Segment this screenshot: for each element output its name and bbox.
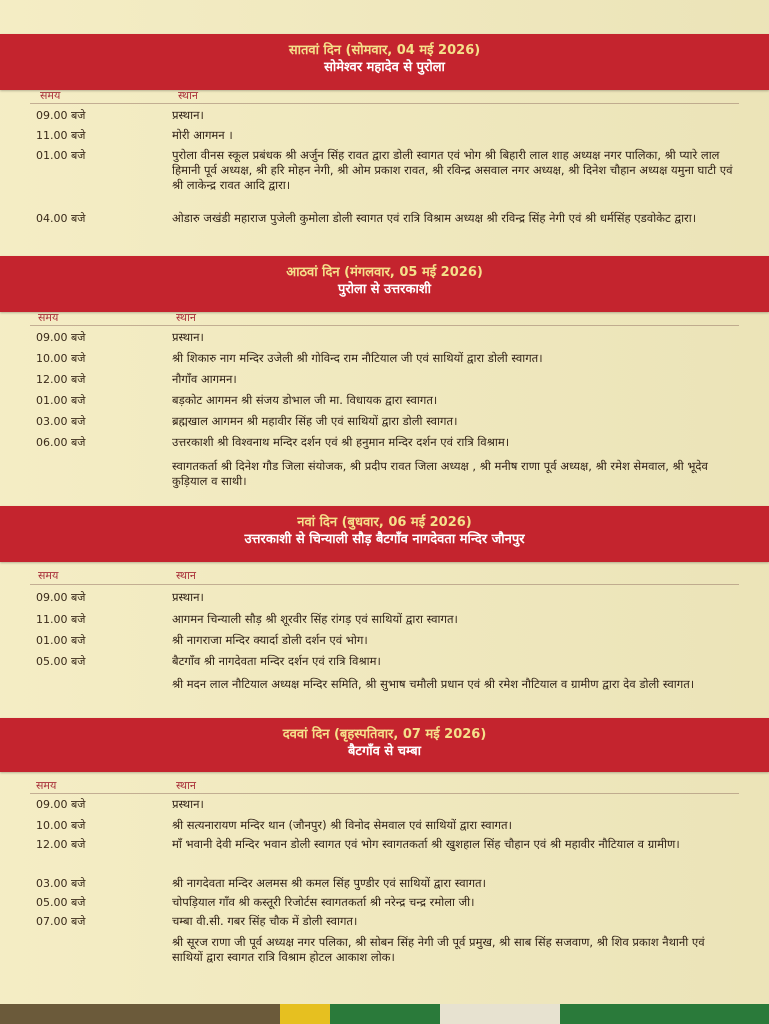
row-text: प्रस्थान। xyxy=(172,797,204,811)
row-text: ब्रह्मखाल आगमन श्री महावीर सिंह जी एवं साथियों द्वारा डोली स्वागत। xyxy=(172,414,458,428)
row-time: 12.00 बजे xyxy=(36,838,86,851)
row-text: पुरोला वीनस स्कूल प्रबंधक श्री अर्जुन सिंह रावत द्वारा डोली स्वागत एवं भोग श्री बिहारी लाल शाह अध्यक्ष नगर पालिका, श्री प्यारे लाल हिमानी पूर्व अध्यक्ष, श्री हरि मोहन नेगी, श्री ओम प्रकाश रावत, श्री रविन्द्र असवाल नगर अध्यक्ष, श्री दिनेश चौहान अध्यक्ष यमुना घाटी एवं श्री लाकेन्द्र रावत आदि द्वारा। xyxy=(172,148,733,192)
row-text: माँ भवानी देवी मन्दिर भवान डोली स्वागत एवं भोग स्वागतकर्ता श्री खुशहाल सिंह चौहान एवं श्री महावीर नौटियाल व ग्रामीण। xyxy=(172,837,680,851)
row-text: प्रस्थान। xyxy=(172,590,204,604)
col-place-header: स्थान xyxy=(176,779,197,792)
row-time: 09.00 बजे xyxy=(36,591,86,604)
row-time: 01.00 बजे xyxy=(36,149,86,162)
row-text: मोरी आगमन । xyxy=(172,128,233,142)
row-time: 01.00 बजे xyxy=(36,394,86,407)
row-text: श्री सत्यनारायण मन्दिर थान (जौनपुर) श्री विनोद सेमवाल एवं साथियों द्वारा स्वागत। xyxy=(172,818,512,832)
row-text: प्रस्थान। xyxy=(172,108,204,122)
col-time-header: समय xyxy=(40,89,61,102)
row-time: 05.00 बजे xyxy=(36,896,86,909)
header-rule xyxy=(30,793,739,794)
day-banner xyxy=(0,34,769,90)
day-banner xyxy=(0,506,769,562)
header-rule xyxy=(30,584,739,585)
row-time: 03.00 बजे xyxy=(36,877,86,890)
row-time: 11.00 बजे xyxy=(36,129,86,142)
row-time: 01.00 बजे xyxy=(36,634,86,647)
col-time-header: समय xyxy=(38,569,59,582)
day-title: दववां दिन (बृहस्पतिवार, 07 मई 2026) xyxy=(282,727,487,742)
header-rule xyxy=(30,325,739,326)
row-time: 09.00 बजे xyxy=(36,798,86,811)
row-time: 12.00 बजे xyxy=(36,373,86,386)
col-place-header: स्थान xyxy=(178,89,199,102)
col-place-header: स्थान xyxy=(176,311,197,324)
col-time-header: समय xyxy=(36,779,57,792)
row-time: 05.00 बजे xyxy=(36,655,86,668)
row-text: उत्तरकाशी श्री विश्वनाथ मन्दिर दर्शन एवं श्री हनुमान मन्दिर दर्शन एवं रात्रि विश्राम। xyxy=(172,435,510,449)
row-text: चोपड़ियाल गाँव श्री कस्तूरी रिजोर्टस स्वागतकर्ता श्री नरेन्द्र चन्द्र रमोला जी। xyxy=(172,895,475,909)
row-text: ओडारु जखंडी महाराज पुजेली कुमोला डोली स्वागत एवं रात्रि विश्राम अध्यक्ष श्री रविन्द्र सिंह नेगी एवं श्री धर्मसिंह एडवोकेट द्वारा। xyxy=(172,211,697,225)
row-text: बैटगाँव श्री नागदेवता मन्दिर दर्शन एवं रात्रि विश्राम। xyxy=(172,654,381,668)
day-route: सोमेश्वर महादेव से पुरोला xyxy=(324,60,445,75)
row-text: आगमन चिन्याली सौड़ श्री शूरवीर सिंह रांगड़ एवं साथियों द्वारा स्वागत। xyxy=(172,612,458,626)
row-text: श्री नागदेवता मन्दिर अलमस श्री कमल सिंह पुण्डीर एवं साथियों द्वारा स्वागत। xyxy=(172,876,486,890)
day-route: बैटगाँव से चम्बा xyxy=(348,744,421,759)
header-rule xyxy=(30,103,739,104)
day-route: पुरोला से उत्तरकाशी xyxy=(337,282,432,297)
row-text: श्री मदन लाल नौटियाल अध्यक्ष मन्दिर समिति, श्री सुभाष चमौली प्रधान एवं श्री रमेश नौटियाल व ग्रामीण द्वारा देव डोली स्वागत। xyxy=(172,677,695,691)
day-title: आठवां दिन (मंगलवार, 05 मई 2026) xyxy=(286,265,483,280)
col-time-header: समय xyxy=(38,311,59,324)
day-route: उत्तरकाशी से चिन्याली सौड़ बैटगाँव नागदेवता मन्दिर जौनपुर xyxy=(244,532,525,547)
row-text: नौगाँव आगमन। xyxy=(172,372,237,386)
day-banner xyxy=(0,256,769,312)
row-time: 06.00 बजे xyxy=(36,436,86,449)
row-time: 10.00 बजे xyxy=(36,819,86,832)
row-text: प्रस्थान। xyxy=(172,330,204,344)
row-text: बड़कोट आगमन श्री संजय डोभाल जी मा. विधायक द्वारा स्वागत। xyxy=(172,393,438,407)
row-text: श्री सूरज राणा जी पूर्व अध्यक्ष नगर पलिका, श्री सोबन सिंह नेगी जी पूर्व प्रमुख, श्री साब सिंह सजवाण, श्री शिव प्रकाश नैथानी एवं साथियों द्वारा स्वागत रात्रि विश्राम होटल आकाश लोक। xyxy=(172,935,705,964)
day-title: सातवां दिन (सोमवार, 04 मई 2026) xyxy=(288,43,481,58)
row-text: श्री नागराजा मन्दिर क्यार्दा डोली दर्शन एवं भोग। xyxy=(172,633,368,647)
day-title: नवां दिन (बुधवार, 06 मई 2026) xyxy=(297,515,472,530)
row-text: चम्बा वी.सी. गबर सिंह चौक में डोली स्वागत। xyxy=(172,914,358,928)
background-fabric xyxy=(0,1004,769,1024)
row-time: 10.00 बजे xyxy=(36,352,86,365)
row-time: 07.00 बजे xyxy=(36,915,86,928)
row-time: 03.00 बजे xyxy=(36,415,86,428)
col-place-header: स्थान xyxy=(176,569,197,582)
row-text: स्वागतकर्ता श्री दिनेश गौड जिला संयोजक, श्री प्रदीप रावत जिला अध्यक्ष , श्री मनीष राणा पूर्व अध्यक्ष, श्री रमेश सेमवाल, श्री भूदेव कुड़ियाल व साथी। xyxy=(172,459,708,488)
row-time: 09.00 बजे xyxy=(36,109,86,122)
row-time: 09.00 बजे xyxy=(36,331,86,344)
row-time: 11.00 बजे xyxy=(36,613,86,626)
day-banner xyxy=(0,718,769,772)
row-text: श्री शिकारु नाग मन्दिर उजेली श्री गोविन्द राम नौटियाल जी एवं साथियों द्वारा डोली स्वागत। xyxy=(172,351,543,365)
row-time: 04.00 बजे xyxy=(36,212,86,225)
